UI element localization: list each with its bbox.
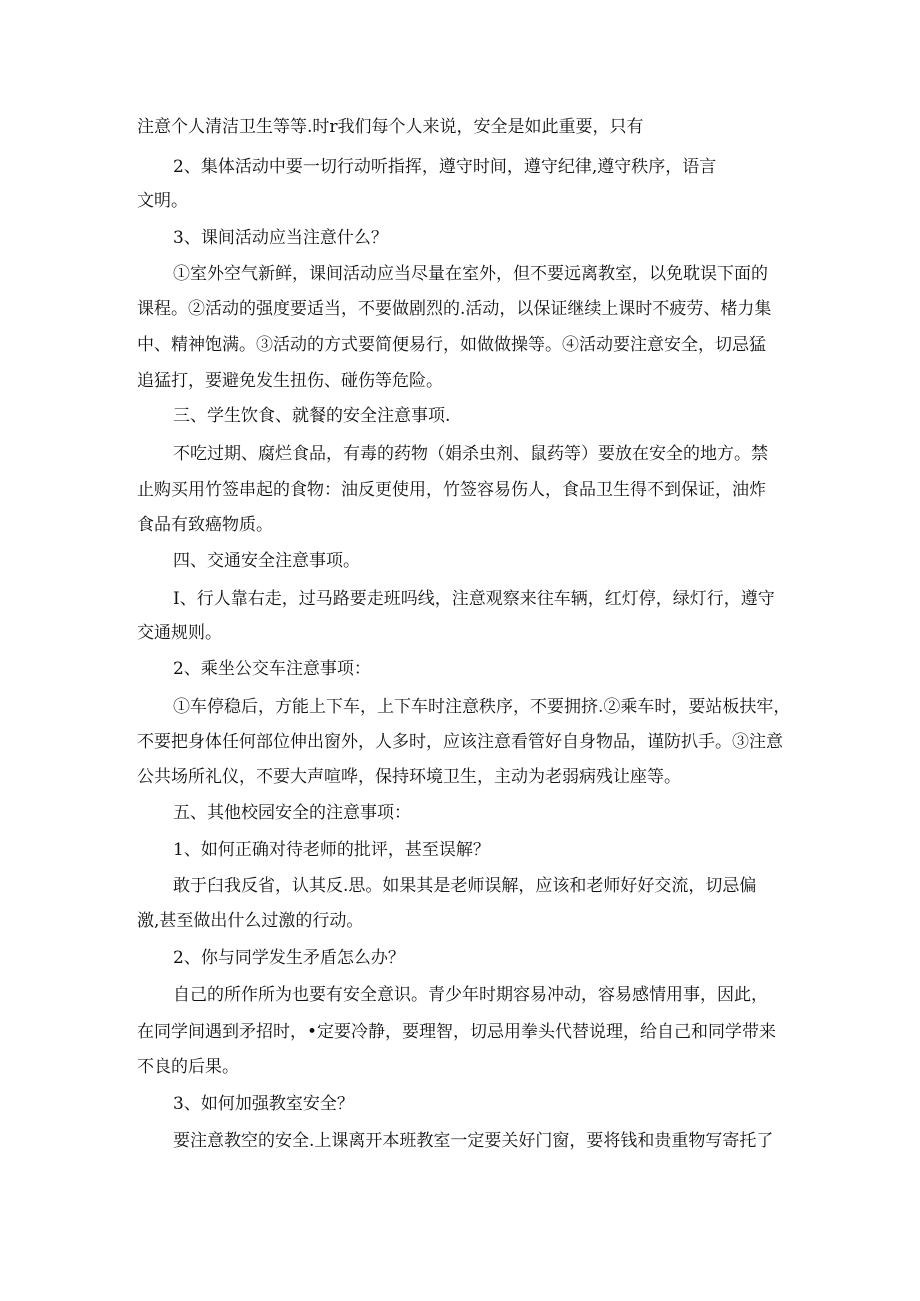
text-line: ①车停稳后，方能上下车，上下车时注意秩序，不要拥挤.②乘车时，要站板扶牢， <box>173 697 791 717</box>
text-line: 食品有致癌物质。 <box>137 515 273 535</box>
text-line: 2、乘坐公交车注意事项： <box>173 659 371 679</box>
text-line: 止购买用竹签串起的食物：油反更使用，竹签容易伤人，食品卫生得不到保证，油炸 <box>137 480 766 500</box>
text-line: 3、课间活动应当注意什么？ <box>173 228 388 248</box>
text-line: 要注意教空的安全.上课离开本班教室一定要关好门窗，要将钱和贵重物写寄托了 <box>173 1131 774 1151</box>
text-line: 3、如何加强教室安全？ <box>173 1094 354 1114</box>
text-line: 注意个人清洁卫生等等.时r我们每个人来说，安全是如此重要，只有 <box>137 117 644 137</box>
text-line: 2、你与同学发生矛盾怎么办？ <box>173 948 405 968</box>
text-line: 2、集体活动中要一切行动听指挥，遵守时间，遵守纪律,遵守秩序，语言 <box>173 157 717 177</box>
text-line: 交通规则。 <box>137 623 222 643</box>
text-line: 不良的后果。 <box>137 1057 239 1077</box>
text-line: 公共场所礼仪，不要大声喧哗，保持环境卫生，主动为老弱病残让座等。 <box>137 767 681 787</box>
text-line: ①室外空气新鲜，课间活动应当尽量在室外，但不要远离教室，以免耽误下面的 <box>173 264 768 284</box>
text-line: 不吃过期、腐烂食品，有毒的药物（娟杀虫剂、鼠药等）要放在安全的地方。禁 <box>173 444 768 464</box>
text-line: 在同学间遇到矛招时，•定要冷静，要理智，切忌用拳头代替说理，给自己和同学带来 <box>137 1022 777 1042</box>
text-line: 敢于臼我反省，认其反.思。如果其是老师误解，应该和老师好好交流，切忌偏 <box>173 876 757 896</box>
section-heading: 五、其他校园安全的注意事项： <box>173 803 411 823</box>
text-line: 中、精神饱满。③活动的方式要简便易行，如做做操等。④活动要注意安全，切忌猛 <box>137 335 766 355</box>
text-line: 课程。②活动的强度要适当，不要做剧烈的.活动，以保证继续上课时不疲劳、楮力集 <box>137 299 772 319</box>
text-line: 文明。 <box>137 191 188 211</box>
text-line: I、行人靠右走，过马路要走班吗线，注意观察来往车辆，红灯停，绿灯行，遵守 <box>173 589 775 609</box>
text-line: 1、如何正确对待老师的批评，甚至误解？ <box>173 840 490 860</box>
text-line: 追猛打，要避免发生扭伤、碰伤等危险。 <box>137 371 443 391</box>
text-line: 自己的所作所为也要有安全意识。青少年时期容易冲动，容易感情用事，因此， <box>173 985 768 1005</box>
text-line: 激,甚至做出什么过激的行动。 <box>137 911 364 931</box>
text-line: 不要把身体任何部位伸出窗外，人多时，应该注意看管好自身物品，谨防扒手。③注意 <box>137 732 783 752</box>
section-heading: 四、交通安全注意事项。 <box>173 551 360 571</box>
section-heading: 三、学生饮食、就餐的安全注意事项. <box>173 406 451 426</box>
